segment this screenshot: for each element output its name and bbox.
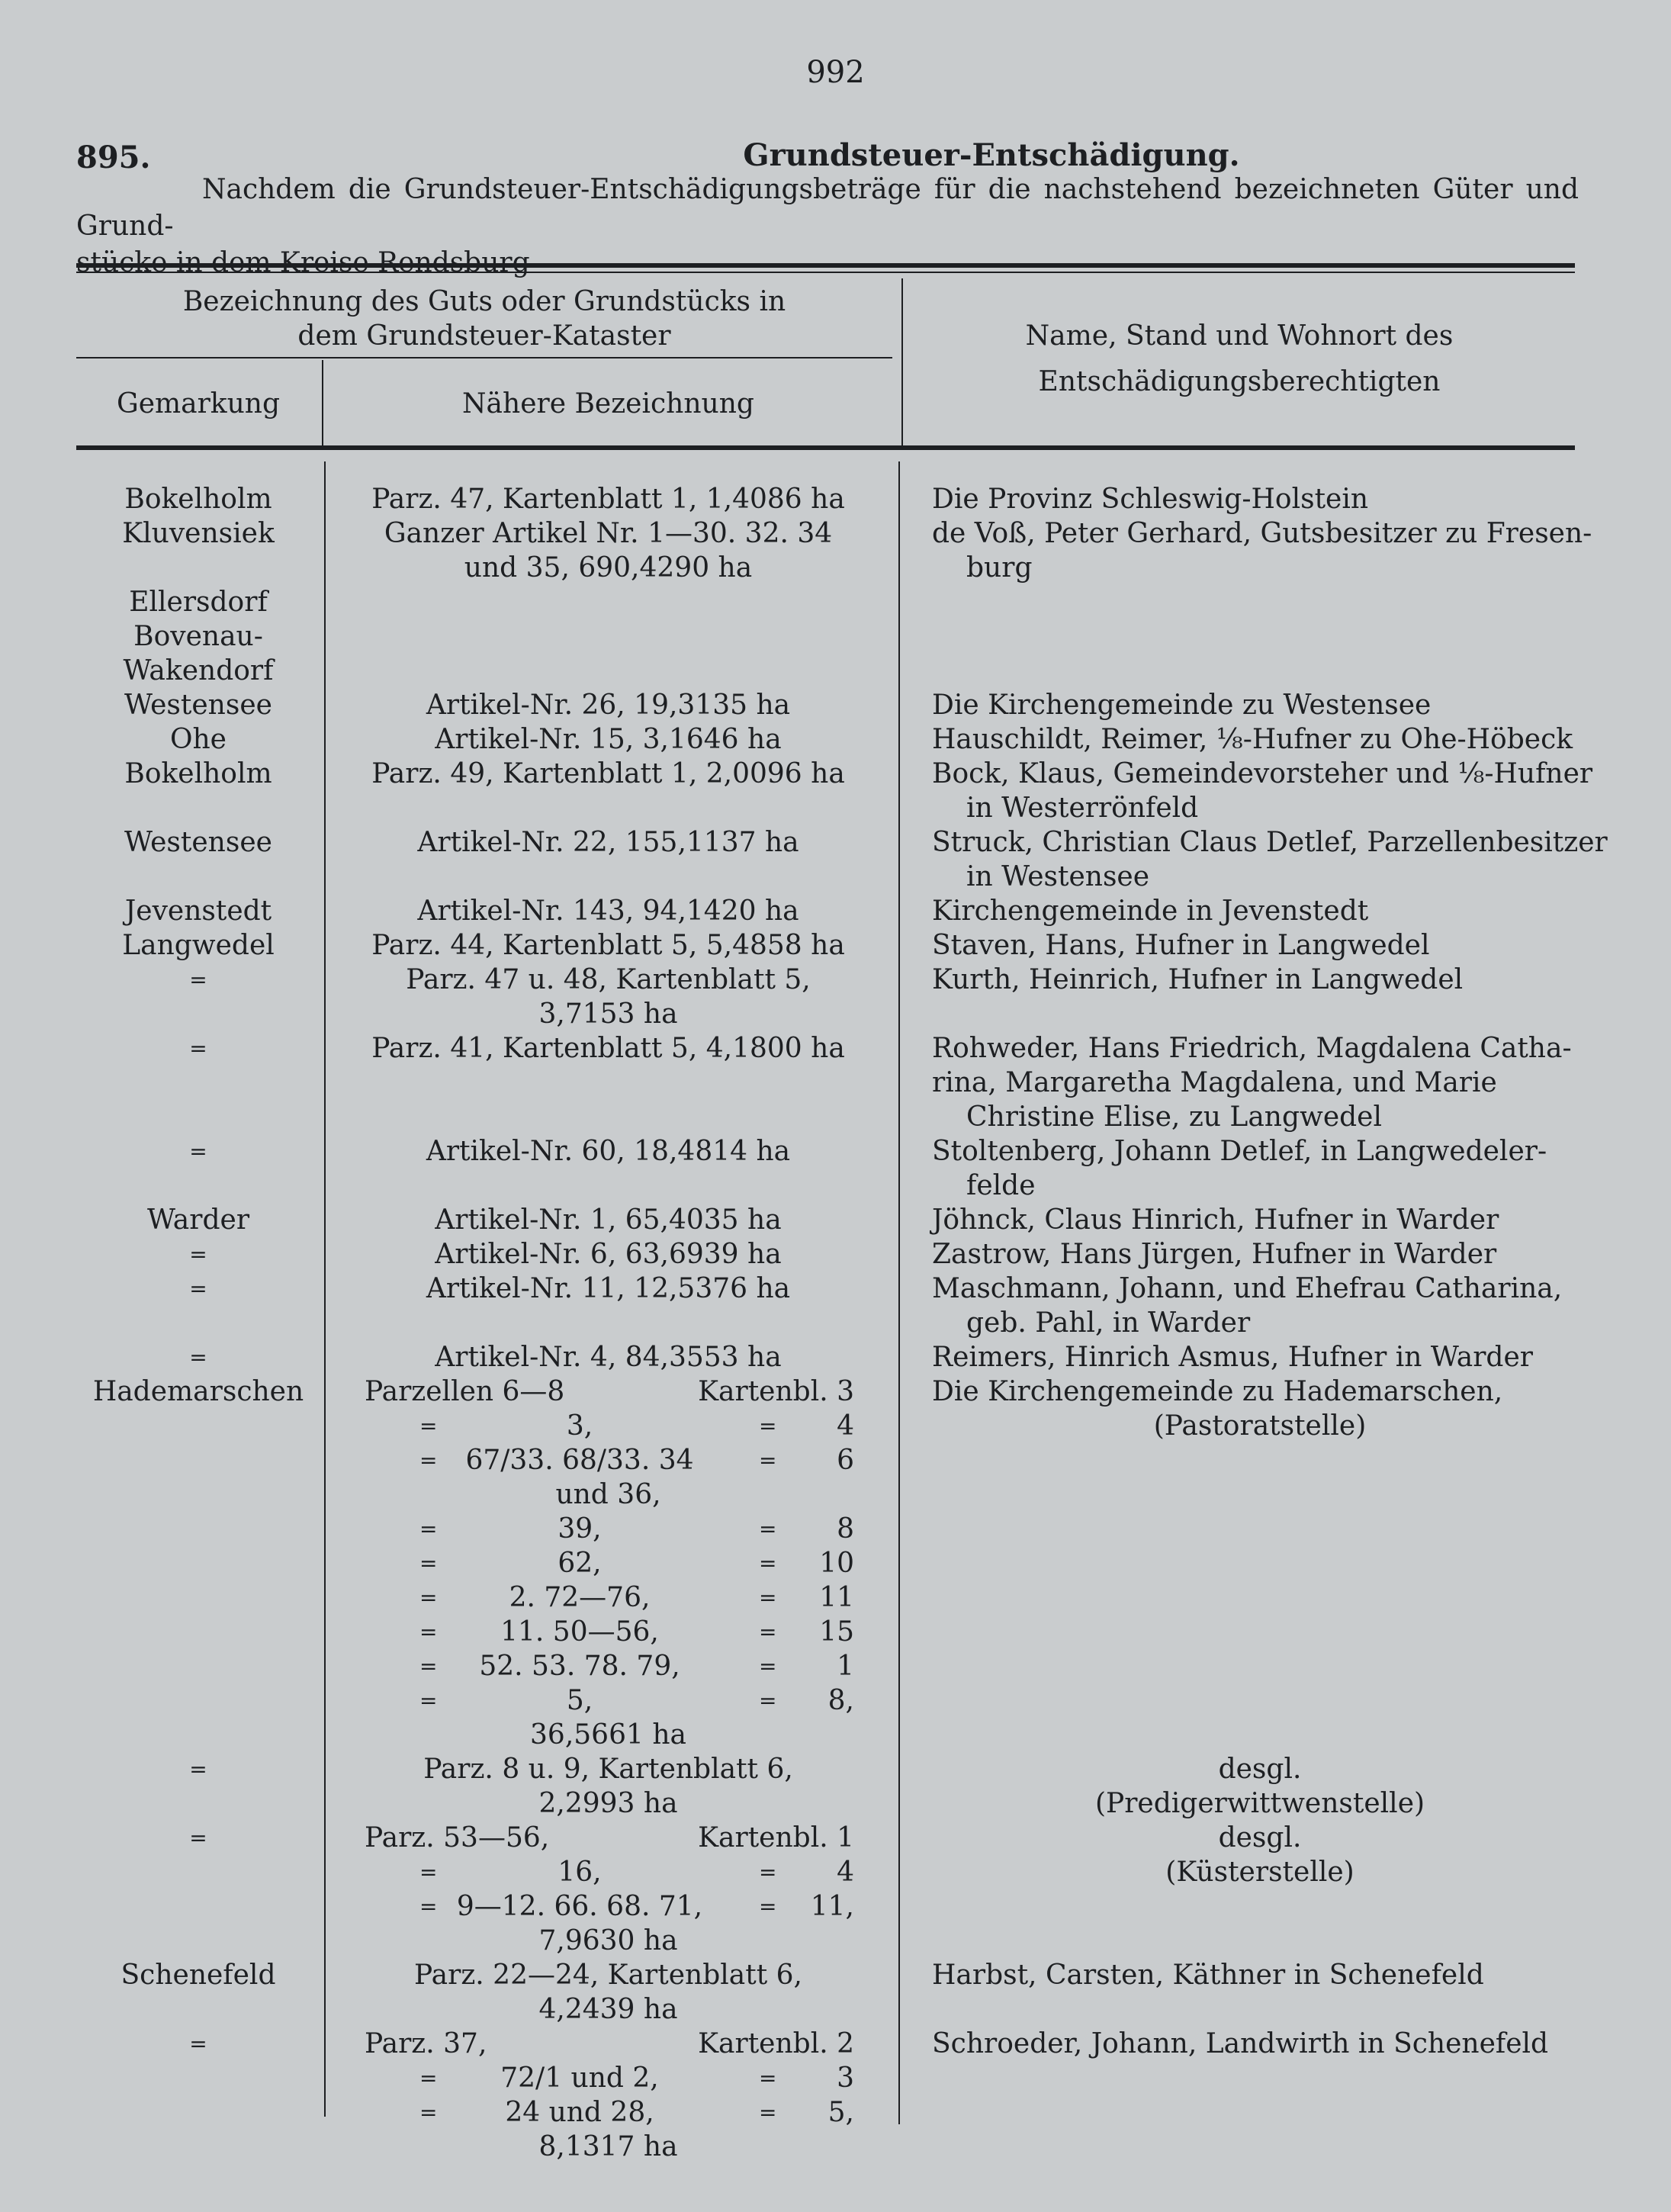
gemarkung-cell: Langwedel: [122, 930, 275, 961]
ditto-mark: =: [759, 2100, 777, 2125]
header-col-naehere-bezeichnung: Nähere Bezeichnung: [462, 388, 754, 420]
berechtigter-cell: (Predigerwittwenstelle): [1094, 1788, 1425, 1819]
berechtigter-cell: Die Provinz Schleswig-Holstein: [932, 484, 1369, 515]
ditto-mark: =: [759, 1654, 777, 1679]
ditto-mark: =: [759, 2066, 777, 2091]
parcel-numbers: Parzellen 6—8: [365, 1376, 565, 1407]
page-number: 992: [806, 55, 865, 90]
kartenblatt-cell: 3: [837, 2062, 854, 2094]
ditto-mark: =: [759, 1894, 777, 1919]
kartenblatt-cell: 5,: [827, 2097, 854, 2128]
ditto-mark: =: [419, 1894, 438, 1919]
ditto-mark: =: [419, 1448, 438, 1473]
bezeichnung-cell: Artikel-Nr. 26, 19,3135 ha: [426, 690, 791, 721]
bezeichnung-cell: 4,2439 ha: [538, 1994, 678, 2025]
table-top-rule-thick: [76, 263, 1575, 268]
ditto-mark: =: [189, 1825, 207, 1850]
ditto-mark: =: [189, 1139, 207, 1164]
kartenblatt-cell: Kartenbl. 3: [698, 1376, 854, 1407]
ditto-mark: =: [759, 1413, 777, 1439]
ditto-mark: =: [419, 1688, 438, 1713]
bezeichnung-cell: Parz. 22—24, Kartenblatt 6,: [414, 1960, 802, 1991]
gemarkung-cell: Westensee: [124, 690, 272, 721]
bezeichnung-cell: Artikel-Nr. 143, 94,1420 ha: [417, 895, 799, 927]
berechtigter-cell: Zastrow, Hans Jürgen, Hufner in Warder: [932, 1239, 1497, 1270]
berechtigter-cell: Rohweder, Hans Friedrich, Magdalena Catha-: [932, 1033, 1572, 1064]
ditto-mark: =: [189, 1345, 207, 1370]
header-group-underline: [76, 357, 892, 358]
kartenblatt-cell: 1: [837, 1651, 854, 1682]
berechtigter-cell: Staven, Hans, Hufner in Langwedel: [932, 930, 1430, 961]
parcel-numbers: 7,9630 ha: [538, 1925, 678, 1956]
bezeichnung-cell: Parz. 8 u. 9, Kartenblatt 6,: [423, 1754, 793, 1785]
gemarkung-cell: Westensee: [124, 827, 272, 858]
ditto-mark: =: [189, 1276, 207, 1301]
parcel-numbers: 2. 72—76,: [509, 1582, 651, 1613]
ditto-mark: =: [189, 1757, 207, 1782]
header-col-gemarkung: Gemarkung: [116, 388, 281, 420]
berechtigter-cell: Die Kirchengemeinde zu Hademarschen,: [932, 1376, 1503, 1407]
berechtigter-cell: Die Kirchengemeinde zu Westensee: [932, 690, 1432, 721]
kartenblatt-cell: 8: [837, 1513, 854, 1545]
berechtigter-cell: rina, Margaretha Magdalena, und Marie: [932, 1067, 1497, 1098]
berechtigter-cell: Schroeder, Johann, Landwirth in Schenefeld: [932, 2028, 1549, 2059]
section-number: 895.: [76, 140, 151, 175]
ditto-mark: =: [189, 2031, 207, 2056]
parcel-numbers: 72/1 und 2,: [500, 2062, 659, 2094]
header-col3-line-2: Entschädigungsberechtigten: [1038, 366, 1441, 397]
bezeichnung-cell: Artikel-Nr. 6, 63,6939 ha: [435, 1239, 782, 1270]
parcel-numbers: 67/33. 68/33. 34: [465, 1445, 694, 1476]
parcel-numbers: 3,: [566, 1410, 593, 1442]
bezeichnung-cell: und 35, 690,4290 ha: [464, 552, 753, 584]
parcel-numbers: Parz. 37,: [365, 2028, 487, 2059]
ditto-mark: =: [759, 1585, 777, 1610]
kartenblatt-cell: 6: [837, 1445, 854, 1476]
bezeichnung-cell: Ganzer Artikel Nr. 1—30. 32. 34: [384, 518, 833, 549]
berechtigter-cell: geb. Pahl, in Warder: [966, 1307, 1251, 1339]
berechtigter-cell: Hauschildt, Reimer, ⅛-Hufner zu Ohe-Höbeck: [932, 724, 1573, 755]
bezeichnung-cell: 3,7153 ha: [538, 998, 678, 1030]
gemarkung-cell: Schenefeld: [121, 1960, 276, 1991]
parcel-numbers: 11. 50—56,: [500, 1616, 659, 1648]
bezeichnung-cell: Artikel-Nr. 4, 84,3553 ha: [435, 1342, 782, 1373]
berechtigter-cell: burg: [966, 552, 1033, 584]
header-group-line-1: Bezeichnung des Guts oder Grundstücks in: [182, 286, 786, 317]
bezeichnung-cell: Artikel-Nr. 1, 65,4035 ha: [435, 1204, 782, 1236]
berechtigter-cell: Christine Elise, zu Langwedel: [966, 1101, 1382, 1133]
kartenblatt-cell: 8,: [827, 1685, 854, 1716]
berechtigter-cell: (Küsterstelle): [1165, 1857, 1354, 1888]
ditto-mark: =: [419, 1619, 438, 1645]
bezeichnung-cell: Parz. 49, Kartenblatt 1, 2,0096 ha: [371, 758, 845, 789]
parcel-numbers: 16,: [558, 1857, 602, 1888]
bezeichnung-cell: Artikel-Nr. 11, 12,5376 ha: [426, 1273, 791, 1304]
table-top-rule-thin: [76, 272, 1575, 273]
berechtigter-cell: Struck, Christian Claus Detlef, Parzellenbesitzer: [932, 827, 1608, 858]
ditto-mark: =: [759, 1860, 777, 1885]
berechtigter-cell: felde: [966, 1170, 1036, 1201]
bezeichnung-cell: Parz. 44, Kartenblatt 5, 5,4858 ha: [371, 930, 845, 961]
kartenblatt-cell: 4: [837, 1410, 854, 1442]
parcel-numbers: 9—12. 66. 68. 71,: [456, 1891, 703, 1922]
ditto-mark: =: [419, 1860, 438, 1885]
ditto-mark: =: [759, 1619, 777, 1645]
bezeichnung-cell: Artikel-Nr. 60, 18,4814 ha: [426, 1136, 791, 1167]
ditto-mark: =: [759, 1448, 777, 1473]
header-group-line-2: dem Grundsteuer-Kataster: [297, 320, 671, 352]
bezeichnung-cell: Parz. 47 u. 48, Kartenblatt 5,: [406, 964, 811, 995]
ditto-mark: =: [419, 1654, 438, 1679]
parcel-numbers: 52. 53. 78. 79,: [479, 1651, 680, 1682]
berechtigter-cell: Jöhnck, Claus Hinrich, Hufner in Warder: [932, 1204, 1499, 1236]
ditto-mark: =: [189, 1036, 207, 1061]
ditto-mark: =: [419, 2066, 438, 2091]
gemarkung-cell: Hademarschen: [92, 1376, 304, 1407]
col-separator-body-2: [898, 461, 900, 2124]
ditto-mark: =: [189, 967, 207, 992]
gemarkung-cell: Jevenstedt: [124, 895, 272, 927]
parcel-numbers: 24 und 28,: [505, 2097, 654, 2128]
ditto-mark: =: [419, 1516, 438, 1542]
kartenblatt-cell: Kartenbl. 2: [698, 2028, 854, 2059]
berechtigter-cell: Harbst, Carsten, Käthner in Schenefeld: [932, 1960, 1484, 1991]
kartenblatt-cell: 11: [819, 1582, 854, 1613]
berechtigter-cell: Bock, Klaus, Gemeindevorsteher und ⅛-Hufner: [932, 758, 1593, 789]
ditto-mark: =: [419, 1413, 438, 1439]
berechtigter-cell: in Westensee: [966, 861, 1150, 892]
kartenblatt-cell: 11,: [810, 1891, 854, 1922]
kartenblatt-cell: Kartenbl. 1: [698, 1822, 854, 1854]
bezeichnung-cell: Parz. 41, Kartenblatt 5, 4,1800 ha: [371, 1033, 845, 1064]
gemarkung-cell: Kluvensiek: [122, 518, 275, 549]
berechtigter-cell: in Westerrönfeld: [966, 793, 1199, 824]
intro-line-1: Nachdem die Grundsteuer-Entschädigungsbeträge für die nachstehend bezeichneten Güter und Grund-: [76, 174, 1579, 242]
gemarkung-cell: Wakendorf: [123, 655, 274, 686]
berechtigter-cell: Maschmann, Johann, und Ehefrau Catharina,: [932, 1273, 1563, 1304]
col-separator-header-1: [322, 360, 323, 445]
gemarkung-cell: Bokelholm: [124, 484, 272, 515]
ditto-mark: =: [759, 1551, 777, 1576]
gemarkung-cell: Ellersdorf: [129, 587, 268, 618]
section-title: Grundsteuer-Entschädigung.: [743, 137, 1240, 173]
parcel-numbers: 8,1317 ha: [538, 2131, 678, 2162]
kartenblatt-cell: 4: [837, 1857, 854, 1888]
berechtigter-cell: Kirchengemeinde in Jevenstedt: [932, 895, 1369, 927]
parcel-numbers: 39,: [558, 1513, 602, 1545]
bezeichnung-cell: 2,2993 ha: [538, 1788, 678, 1819]
ditto-mark: =: [759, 1516, 777, 1542]
gemarkung-cell: Warder: [146, 1204, 250, 1236]
bezeichnung-cell: Artikel-Nr. 15, 3,1646 ha: [435, 724, 782, 755]
kartenblatt-cell: 15: [819, 1616, 854, 1648]
berechtigter-cell: Stoltenberg, Johann Detlef, in Langwedeler-: [932, 1136, 1547, 1167]
berechtigter-cell: Reimers, Hinrich Asmus, Hufner in Warder: [932, 1342, 1533, 1373]
col-separator-header-2: [901, 278, 903, 445]
parcel-numbers: 62,: [558, 1548, 602, 1579]
parcel-numbers: und 36,: [555, 1479, 661, 1510]
berechtigter-cell: (Pastoratstelle): [1153, 1410, 1367, 1442]
ditto-mark: =: [419, 1551, 438, 1576]
parcel-numbers: Parz. 53—56,: [365, 1822, 550, 1854]
ditto-mark: =: [419, 2100, 438, 2125]
berechtigter-cell: desgl.: [1218, 1822, 1302, 1854]
ditto-mark: =: [759, 1688, 777, 1713]
header-bottom-rule: [76, 445, 1575, 450]
gemarkung-cell: Ohe: [169, 724, 227, 755]
gemarkung-cell: Bovenau-: [133, 621, 263, 652]
berechtigter-cell: Kurth, Heinrich, Hufner in Langwedel: [932, 964, 1464, 995]
kartenblatt-cell: 10: [819, 1548, 854, 1579]
berechtigter-cell: de Voß, Peter Gerhard, Gutsbesitzer zu Fresen-: [932, 518, 1592, 549]
ditto-mark: =: [189, 1242, 207, 1267]
parcel-numbers: 36,5661 ha: [530, 1719, 686, 1751]
bezeichnung-cell: Parz. 47, Kartenblatt 1, 1,4086 ha: [371, 484, 845, 515]
bezeichnung-cell: Artikel-Nr. 22, 155,1137 ha: [417, 827, 799, 858]
header-col3-line-1: Name, Stand und Wohnort des: [1025, 320, 1454, 352]
ditto-mark: =: [419, 1585, 438, 1610]
berechtigter-cell: desgl.: [1218, 1754, 1302, 1785]
gemarkung-cell: Bokelholm: [124, 758, 272, 789]
parcel-numbers: 5,: [566, 1685, 593, 1716]
